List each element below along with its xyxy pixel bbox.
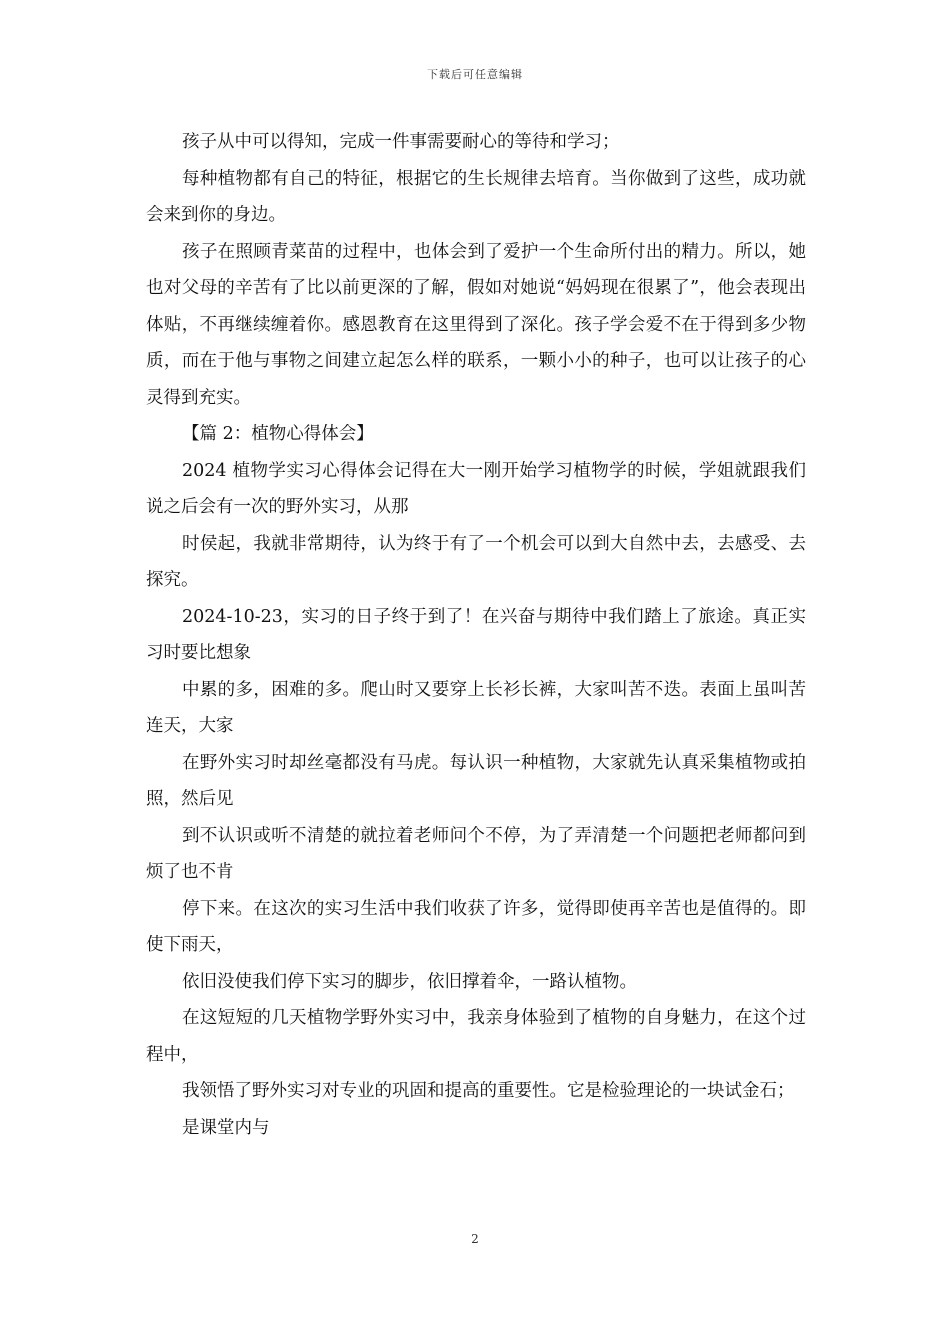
paragraph: 孩子从中可以得知，完成一件事需要耐心的等待和学习； <box>182 132 620 152</box>
paragraph: 2024 植物学实习心得体会记得在大一刚开始学习植物学的时候，学姐就跟我们说之后会有一次的野外实习，从那 <box>146 460 806 517</box>
paragraph: 是课堂内与 <box>182 1117 270 1138</box>
paragraph: 孩子在照顾青菜苗的过程中，也体会到了爱护一个生命所付出的精力。所以，她也对父母的辛苦有了比以前更深的了解，假如对她说“妈妈现在很累了”，他会表现出体贴，不再继续缠着你。感恩教育在这里得到了深化。孩子学会爱不在于得到多少物质，而在于他与事物之间建立起怎么样的联系，一颗小小的种子，也可以让孩子的心灵得到充实。 <box>146 241 806 408</box>
paragraph: 时侯起，我就非常期待，认为终于有了一个机会可以到大自然中去，去感受、去探究。 <box>146 533 806 590</box>
page-number: 2 <box>471 1232 479 1246</box>
paragraph: 在这短短的几天植物学野外实习中，我亲身体验到了植物的自身魅力，在这个过程中， <box>146 1008 806 1065</box>
paragraph: 停下来。在这次的实习生活中我们收获了许多，觉得即使再辛苦也是值得的。即使下雨天， <box>146 898 806 955</box>
paragraph: 中累的多，困难的多。爬山时又要穿上长衫长裤，大家叫苦不迭。表面上虽叫苦连天，大家 <box>146 679 806 736</box>
paragraph: 在野外实习时却丝毫都没有马虎。每认识一种植物，大家就先认真采集植物或拍照，然后见 <box>146 752 806 809</box>
paragraph: 2024-10-23，实习的日子终于到了！在兴奋与期待中我们踏上了旅途。真正实习时要比想象 <box>146 606 806 663</box>
paragraph: 依旧没使我们停下实习的脚步，依旧撑着伞，一路认植物。 <box>182 971 637 992</box>
document-body <box>146 124 806 1146</box>
paragraph: 我领悟了野外实习对专业的巩固和提高的重要性。它是检验理论的一块试金石； <box>182 1081 795 1101</box>
section-heading: 【篇 2：植物心得体会】 <box>182 424 374 444</box>
page-header: 下载后可任意编辑 <box>427 68 523 81</box>
paragraph: 每种植物都有自己的特征，根据它的生长规律去培育。当你做到了这些，成功就会来到你的身边。 <box>146 168 806 225</box>
paragraph: 到不认识或听不清楚的就拉着老师问个不停，为了弄清楚一个问题把老师都问到烦了也不肯 <box>146 825 806 882</box>
